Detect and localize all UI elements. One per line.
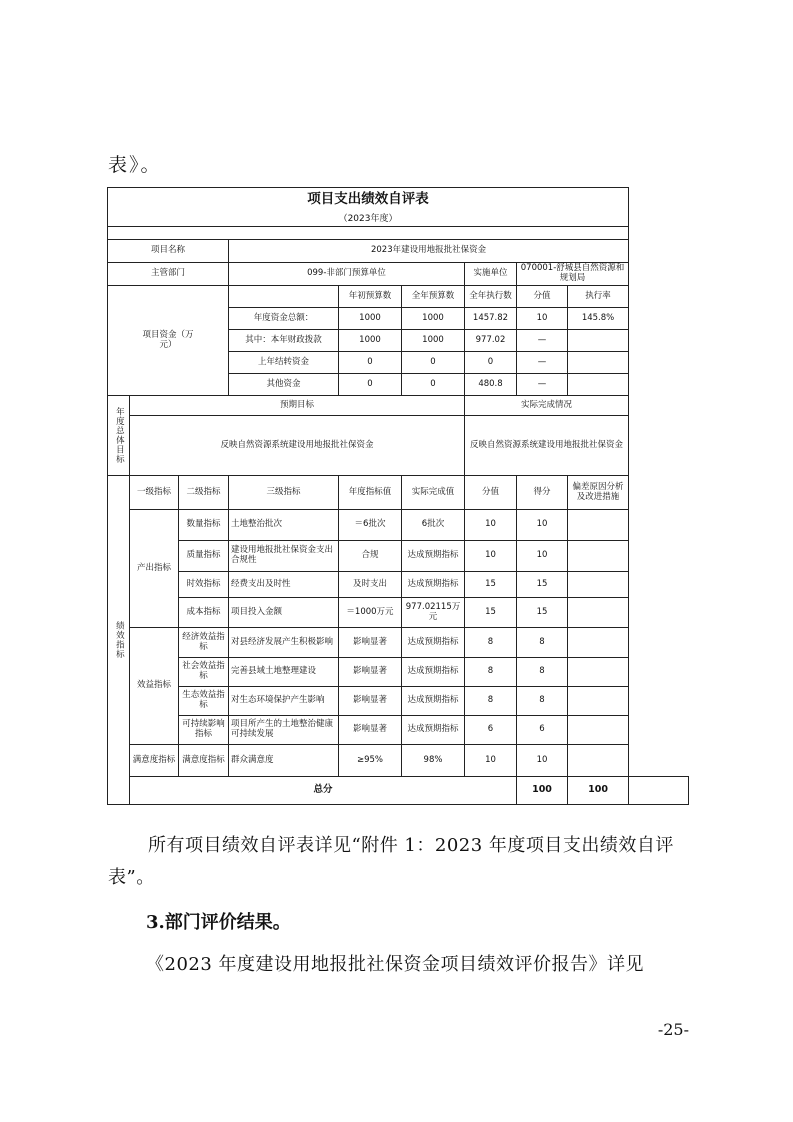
perf-header: 二级指标 xyxy=(179,476,229,510)
perf-header: 分值 xyxy=(465,476,517,510)
perf-score: 8 xyxy=(517,658,568,687)
funds-row-label: 上年结转资金 xyxy=(229,352,339,374)
perf-l2: 经济效益指标 xyxy=(179,628,229,658)
paragraph-report: 《2023 年度建设用地报批社保资金项目绩效评价报告》详见 xyxy=(146,954,645,975)
perf-deviation xyxy=(568,745,629,777)
page-number: -25- xyxy=(657,1020,689,1039)
table-year: （2023年度） xyxy=(108,212,629,227)
funds-header: 执行率 xyxy=(568,286,629,308)
perf-l3: 项目所产生的土地整治健康可持续发展 xyxy=(229,716,339,745)
funds-cell: 1457.82 xyxy=(465,308,517,330)
perf-deviation xyxy=(568,572,629,598)
perf-score-value: 10 xyxy=(465,541,517,572)
funds-label xyxy=(108,286,229,396)
perf-actual: 达成预期指标 xyxy=(402,628,465,658)
perf-score-value: 15 xyxy=(465,598,517,628)
funds-label-text: 项目资金（万元） xyxy=(142,329,194,350)
funds-cell: — xyxy=(517,352,568,374)
perf-score: 10 xyxy=(517,541,568,572)
dept-label: 主管部门 xyxy=(108,263,229,286)
total-score: 100 xyxy=(568,777,629,805)
total-label: 总分 xyxy=(130,777,517,805)
funds-row-label: 年度资金总额： xyxy=(229,308,339,330)
perf-l3: 经费支出及时性 xyxy=(229,572,339,598)
perf-score-value: 6 xyxy=(465,716,517,745)
funds-cell: 0 xyxy=(465,352,517,374)
perf-actual: 达成预期指标 xyxy=(402,572,465,598)
satisfaction-label: 满意度指标 xyxy=(130,745,179,777)
perf-l3: 对县经济发展产生积极影响 xyxy=(229,628,339,658)
perf-l2: 数量指标 xyxy=(179,510,229,541)
perf-score: 10 xyxy=(517,510,568,541)
output-label: 产出指标 xyxy=(130,510,179,628)
perf-header: 三级指标 xyxy=(229,476,339,510)
funds-header: 年初预算数 xyxy=(339,286,402,308)
table-title: 项目支出绩效自评表 xyxy=(108,188,629,213)
funds-cell xyxy=(568,374,629,396)
funds-cell xyxy=(568,330,629,352)
perf-deviation xyxy=(568,716,629,745)
perf-score: 15 xyxy=(517,572,568,598)
perf-l3: 土地整治批次 xyxy=(229,510,339,541)
funds-header: 分值 xyxy=(517,286,568,308)
overall-target-label xyxy=(108,396,130,476)
perf-target: 影响显著 xyxy=(339,658,402,687)
perf-target: ＝1000万元 xyxy=(339,598,402,628)
funds-cell: 480.8 xyxy=(465,374,517,396)
funds-cell: 0 xyxy=(339,374,402,396)
section-heading: 3.部门评价结果。 xyxy=(146,912,291,933)
funds-row-label: 其中：本年财政拨款 xyxy=(229,330,339,352)
lead-text: 表》。 xyxy=(108,154,162,176)
benefit-label: 效益指标 xyxy=(130,628,179,745)
perf-l3: 对生态环境保护产生影响 xyxy=(229,687,339,716)
perf-deviation xyxy=(568,598,629,628)
perf-l2: 可持续影响指标 xyxy=(179,716,229,745)
expected-target-label: 预期目标 xyxy=(130,396,465,416)
funds-cell: 1000 xyxy=(339,308,402,330)
overall-target-label-text: 年度总体目标 xyxy=(114,407,125,464)
perf-l3: 群众满意度 xyxy=(229,745,339,777)
funds-cell: 1000 xyxy=(339,330,402,352)
perf-target: 合规 xyxy=(339,541,402,572)
perf-header: 一级指标 xyxy=(130,476,179,510)
perf-header: 实际完成值 xyxy=(402,476,465,510)
impl-value: 070001-舒城县自然资源和规划局 xyxy=(517,263,629,286)
perf-l3: 完善县域土地整理建设 xyxy=(229,658,339,687)
funds-cell: — xyxy=(517,374,568,396)
perf-l2: 成本指标 xyxy=(179,598,229,628)
perf-deviation xyxy=(568,628,629,658)
funds-header: 全年执行数 xyxy=(465,286,517,308)
perf-l2: 生态效益指标 xyxy=(179,687,229,716)
perf-l2: 满意度指标 xyxy=(179,745,229,777)
perf-target: 影响显著 xyxy=(339,716,402,745)
perf-target: ≥95% xyxy=(339,745,402,777)
funds-header: 全年预算数 xyxy=(402,286,465,308)
perf-l2: 时效指标 xyxy=(179,572,229,598)
perf-deviation xyxy=(568,658,629,687)
perf-deviation xyxy=(568,510,629,541)
expected-target-text: 反映自然资源系统建设用地报批社保资金 xyxy=(130,416,465,476)
perf-score: 8 xyxy=(517,628,568,658)
perf-label xyxy=(108,476,130,805)
perf-score: 6 xyxy=(517,716,568,745)
perf-actual: 达成预期指标 xyxy=(402,541,465,572)
perf-score-value: 10 xyxy=(465,510,517,541)
funds-cell: 145.8% xyxy=(568,308,629,330)
perf-score-value: 15 xyxy=(465,572,517,598)
perf-target: 影响显著 xyxy=(339,628,402,658)
blank-row xyxy=(108,227,629,240)
perf-score: 8 xyxy=(517,687,568,716)
dept-value: 099-非部门预算单位 xyxy=(229,263,465,286)
funds-cell xyxy=(568,352,629,374)
impl-label: 实施单位 xyxy=(465,263,517,286)
perf-l3: 项目投入金额 xyxy=(229,598,339,628)
perf-score-value: 8 xyxy=(465,628,517,658)
perf-actual: 达成预期指标 xyxy=(402,687,465,716)
perf-l3: 建设用地报批社保资金支出合规性 xyxy=(229,541,339,572)
funds-header-blank xyxy=(229,286,339,308)
perf-header: 得分 xyxy=(517,476,568,510)
perf-score-value: 10 xyxy=(465,745,517,777)
funds-cell: 1000 xyxy=(402,308,465,330)
perf-header: 年度指标值 xyxy=(339,476,402,510)
total-deviation xyxy=(629,777,689,805)
perf-target: ＝6批次 xyxy=(339,510,402,541)
perf-label-text: 绩效指标 xyxy=(114,621,125,659)
performance-table xyxy=(107,187,689,805)
perf-l2: 社会效益指标 xyxy=(179,658,229,687)
project-name: 2023年建设用地报批社保资金 xyxy=(229,240,629,263)
perf-actual: 98% xyxy=(402,745,465,777)
perf-target: 及时支出 xyxy=(339,572,402,598)
perf-score: 15 xyxy=(517,598,568,628)
funds-cell: 0 xyxy=(402,374,465,396)
perf-actual: 977.02115万元 xyxy=(402,598,465,628)
perf-score-value: 8 xyxy=(465,687,517,716)
funds-cell: 10 xyxy=(517,308,568,330)
actual-completion-text: 反映自然资源系统建设用地报批社保资金 xyxy=(465,416,629,476)
paragraph-attachment: 所有项目绩效自评表详见“附件 1：2023 年度项目支出绩效自评表”。 xyxy=(108,835,674,888)
project-name-label: 项目名称 xyxy=(108,240,229,263)
perf-header: 偏差原因分析及改进措施 xyxy=(568,476,629,510)
total-value: 100 xyxy=(517,777,568,805)
perf-score-value: 8 xyxy=(465,658,517,687)
actual-completion-label: 实际完成情况 xyxy=(465,396,629,416)
funds-row-label: 其他资金 xyxy=(229,374,339,396)
perf-actual: 达成预期指标 xyxy=(402,716,465,745)
funds-cell: — xyxy=(517,330,568,352)
perf-score: 10 xyxy=(517,745,568,777)
funds-cell: 977.02 xyxy=(465,330,517,352)
perf-deviation xyxy=(568,687,629,716)
funds-cell: 1000 xyxy=(402,330,465,352)
perf-actual: 达成预期指标 xyxy=(402,658,465,687)
perf-target: 影响显著 xyxy=(339,687,402,716)
funds-cell: 0 xyxy=(402,352,465,374)
perf-actual: 6批次 xyxy=(402,510,465,541)
funds-cell: 0 xyxy=(339,352,402,374)
perf-l2: 质量指标 xyxy=(179,541,229,572)
perf-deviation xyxy=(568,541,629,572)
